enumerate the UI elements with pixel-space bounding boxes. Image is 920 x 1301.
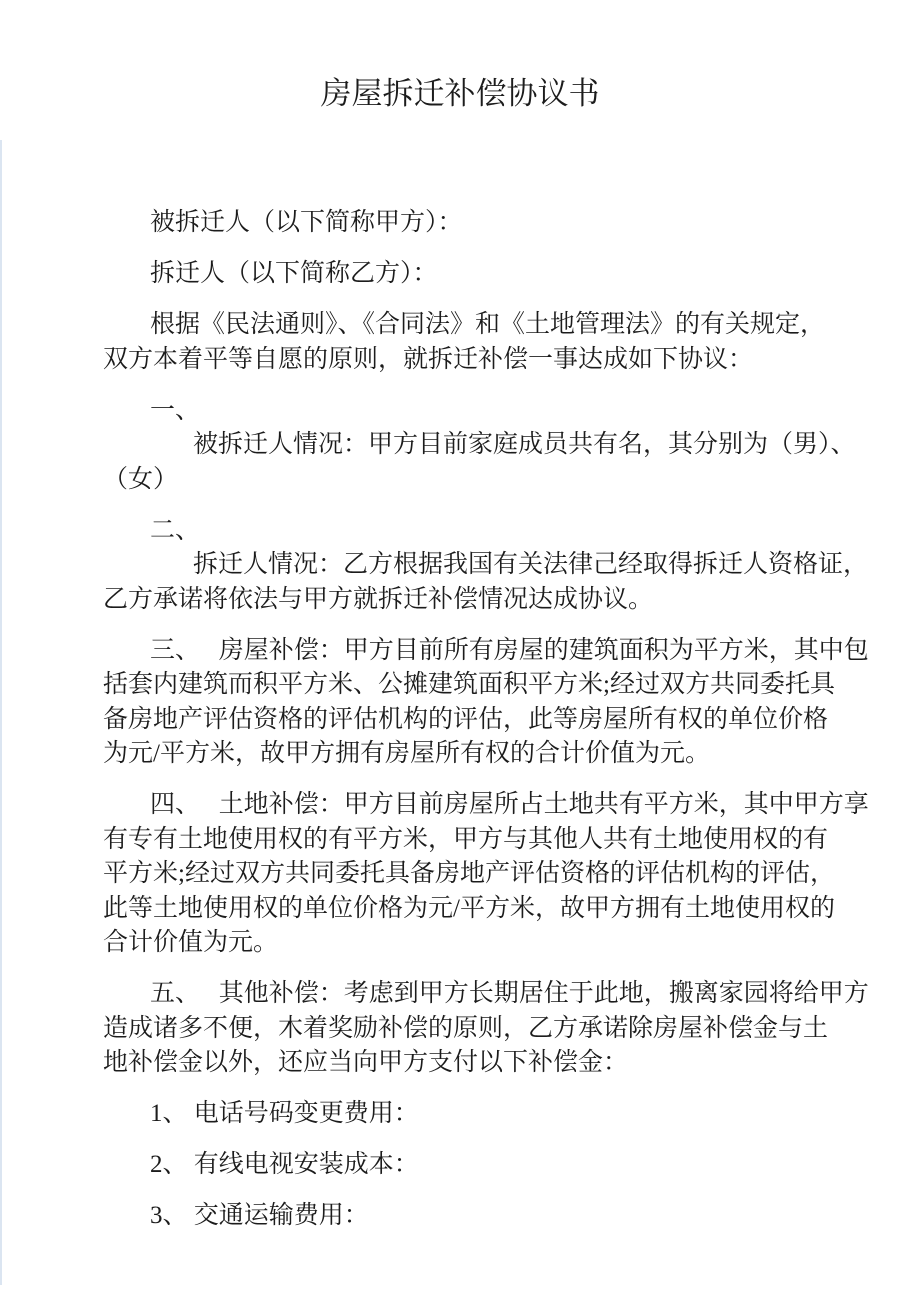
text-line: 乙方承诺将依法与甲方就拆迁补偿情况达成协议。 [103, 585, 654, 613]
text-line: （女） [103, 465, 179, 493]
text-line: 拆迁人情况：乙方根据我国有关法律己经取得拆迁人资格证， [193, 551, 869, 578]
text-line: 拆迁人（以下简称乙方）： [150, 260, 438, 287]
text-line: 此等土地使用权的单位价格为元/平方米，故甲方拥有土地使用权的 [103, 894, 835, 922]
text-line: 1、 电话号码变更费用： [150, 1100, 419, 1127]
paragraph [103, 206, 860, 241]
text-line: 为元/平方米，故甲方拥有房屋所有权的合计价值为元。 [103, 740, 710, 767]
paragraph [103, 1199, 860, 1234]
left-accent-line [0, 140, 2, 1285]
paragraph [103, 1148, 860, 1183]
text-line: 地补偿金以外，还应当向甲方支付以下补偿金： [103, 1049, 629, 1076]
paragraph [103, 1097, 860, 1132]
text-line: 二、 [150, 516, 201, 544]
text-line: 3、 交通运输费用： [150, 1202, 369, 1229]
text-line: 四、 土地补偿：甲方目前房屋所占土地共有平方米，其中甲方享 [150, 791, 869, 818]
text-line: 一、 [150, 396, 201, 424]
paragraph [103, 394, 860, 498]
text-line: 被拆迁人（以下简称甲方）： [150, 209, 463, 236]
text-line: 五、 其他补偿：考虑到甲方长期居住于此地，搬离家园将给甲方 [150, 980, 869, 1007]
paragraph [103, 514, 869, 618]
text-line: 三、 房屋补偿：甲方目前所有房屋的建筑面积为平方米，其中包 [150, 636, 869, 664]
document-body [0, 114, 920, 1234]
text-line: 平方米;经过双方共同委托具备房地产评估资格的评估机构的评估， [103, 860, 835, 887]
document-title: 房屋拆迁补偿协议书 [320, 76, 600, 111]
paragraph [103, 257, 860, 292]
paragraph [103, 788, 869, 961]
paragraph [103, 977, 869, 1081]
text-line: 有专有土地使用权的有平方米，甲方与其他人共有土地使用权的有 [103, 825, 829, 853]
paragraph [103, 308, 860, 377]
text-line: 双方本着平等自愿的原则，就拆迁补偿一事达成如下协议： [103, 345, 754, 373]
text-line: 括套内建筑而积平方米、公摊建筑面积平方米;经过双方共同委托具 [103, 671, 835, 698]
text-line: 根据《民法通则》、《合同法》和《土地管理法》的有关规定， [150, 311, 826, 338]
text-line: 被拆迁人情况：甲方目前家庭成员共有名，其分别为（男）、 [193, 431, 856, 458]
text-line: 造成诸多不便，木着奖励补偿的原则，乙方承诺除房屋补偿金与土 [103, 1014, 829, 1042]
text-line: 2、 有线电视安装成本： [150, 1151, 419, 1178]
paragraph [103, 634, 869, 772]
text-line: 备房地产评估资格的评估机构的评估，此等房屋所有权的单位价格 [103, 705, 829, 733]
text-line: 合计价值为元。 [103, 929, 279, 956]
